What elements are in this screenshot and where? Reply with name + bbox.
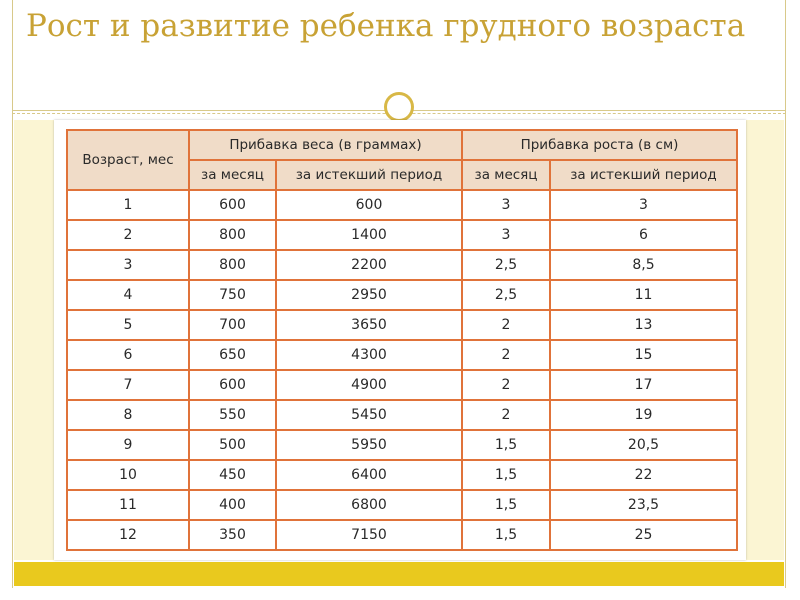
cell-height-month: 1,5 bbox=[462, 490, 550, 520]
cell-height-total: 13 bbox=[550, 310, 737, 340]
cell-age: 6 bbox=[67, 340, 189, 370]
cell-height-month: 2,5 bbox=[462, 280, 550, 310]
cell-weight-month: 650 bbox=[189, 340, 276, 370]
cell-weight-total: 5450 bbox=[276, 400, 462, 430]
table-row bbox=[67, 220, 737, 250]
cell-weight-total: 6800 bbox=[276, 490, 462, 520]
cell-weight-month: 800 bbox=[189, 220, 276, 250]
cell-height-total: 25 bbox=[550, 520, 737, 550]
cell-height-month: 1,5 bbox=[462, 430, 550, 460]
table-header-row bbox=[67, 130, 737, 160]
header-age: Возраст, мес bbox=[67, 130, 189, 190]
cell-age: 11 bbox=[67, 490, 189, 520]
cell-height-month: 2 bbox=[462, 310, 550, 340]
cell-height-total: 8,5 bbox=[550, 250, 737, 280]
cell-weight-total: 2950 bbox=[276, 280, 462, 310]
table-row bbox=[67, 280, 737, 310]
header-height-month: за месяц bbox=[462, 160, 550, 190]
cell-height-month: 2,5 bbox=[462, 250, 550, 280]
cell-height-total: 20,5 bbox=[550, 430, 737, 460]
header-weight-month: за месяц bbox=[189, 160, 276, 190]
cell-weight-total: 4900 bbox=[276, 370, 462, 400]
cell-height-total: 19 bbox=[550, 400, 737, 430]
slide-title: Рост и развитие ребенка грудного возраста bbox=[26, 8, 746, 44]
cell-age: 8 bbox=[67, 400, 189, 430]
cell-weight-total: 7150 bbox=[276, 520, 462, 550]
header-weight-total: за истекший период bbox=[276, 160, 462, 190]
cell-age: 5 bbox=[67, 310, 189, 340]
cell-age: 7 bbox=[67, 370, 189, 400]
table-row bbox=[67, 190, 737, 220]
cell-height-total: 11 bbox=[550, 280, 737, 310]
cell-weight-month: 800 bbox=[189, 250, 276, 280]
cell-height-month: 2 bbox=[462, 400, 550, 430]
cell-age: 3 bbox=[67, 250, 189, 280]
table-row bbox=[67, 400, 737, 430]
header-height-group: Прибавка роста (в см) bbox=[462, 130, 737, 160]
cell-height-month: 1,5 bbox=[462, 520, 550, 550]
cell-weight-month: 600 bbox=[189, 190, 276, 220]
cell-weight-total: 3650 bbox=[276, 310, 462, 340]
header-weight-group: Прибавка веса (в граммах) bbox=[189, 130, 462, 160]
table-row bbox=[67, 490, 737, 520]
cell-height-total: 17 bbox=[550, 370, 737, 400]
table-row bbox=[67, 340, 737, 370]
cell-weight-total: 1400 bbox=[276, 220, 462, 250]
cell-weight-month: 550 bbox=[189, 400, 276, 430]
table-row bbox=[67, 520, 737, 550]
cell-age: 1 bbox=[67, 190, 189, 220]
ring-ornament-icon bbox=[384, 92, 414, 122]
cell-height-month: 2 bbox=[462, 340, 550, 370]
growth-table bbox=[66, 129, 738, 551]
cell-height-month: 2 bbox=[462, 370, 550, 400]
cell-height-total: 6 bbox=[550, 220, 737, 250]
cell-height-total: 23,5 bbox=[550, 490, 737, 520]
cell-height-month: 3 bbox=[462, 190, 550, 220]
table-panel bbox=[54, 120, 746, 560]
cell-age: 4 bbox=[67, 280, 189, 310]
cell-age: 10 bbox=[67, 460, 189, 490]
cell-weight-total: 6400 bbox=[276, 460, 462, 490]
cell-weight-month: 750 bbox=[189, 280, 276, 310]
cell-height-total: 22 bbox=[550, 460, 737, 490]
cell-height-month: 3 bbox=[462, 220, 550, 250]
cell-weight-month: 450 bbox=[189, 460, 276, 490]
cell-height-month: 1,5 bbox=[462, 460, 550, 490]
cell-height-total: 3 bbox=[550, 190, 737, 220]
cell-weight-total: 600 bbox=[276, 190, 462, 220]
table-row bbox=[67, 430, 737, 460]
cell-weight-month: 700 bbox=[189, 310, 276, 340]
cell-age: 2 bbox=[67, 220, 189, 250]
cell-weight-total: 2200 bbox=[276, 250, 462, 280]
cell-weight-total: 4300 bbox=[276, 340, 462, 370]
cell-age: 12 bbox=[67, 520, 189, 550]
table-row bbox=[67, 310, 737, 340]
cell-weight-month: 500 bbox=[189, 430, 276, 460]
cell-height-total: 15 bbox=[550, 340, 737, 370]
cell-weight-total: 5950 bbox=[276, 430, 462, 460]
cell-age: 9 bbox=[67, 430, 189, 460]
cell-weight-month: 600 bbox=[189, 370, 276, 400]
footer-accent-band bbox=[14, 562, 784, 586]
cell-weight-month: 350 bbox=[189, 520, 276, 550]
cell-weight-month: 400 bbox=[189, 490, 276, 520]
table-row bbox=[67, 250, 737, 280]
table-row bbox=[67, 370, 737, 400]
table-row bbox=[67, 460, 737, 490]
header-height-total: за истекший период bbox=[550, 160, 737, 190]
